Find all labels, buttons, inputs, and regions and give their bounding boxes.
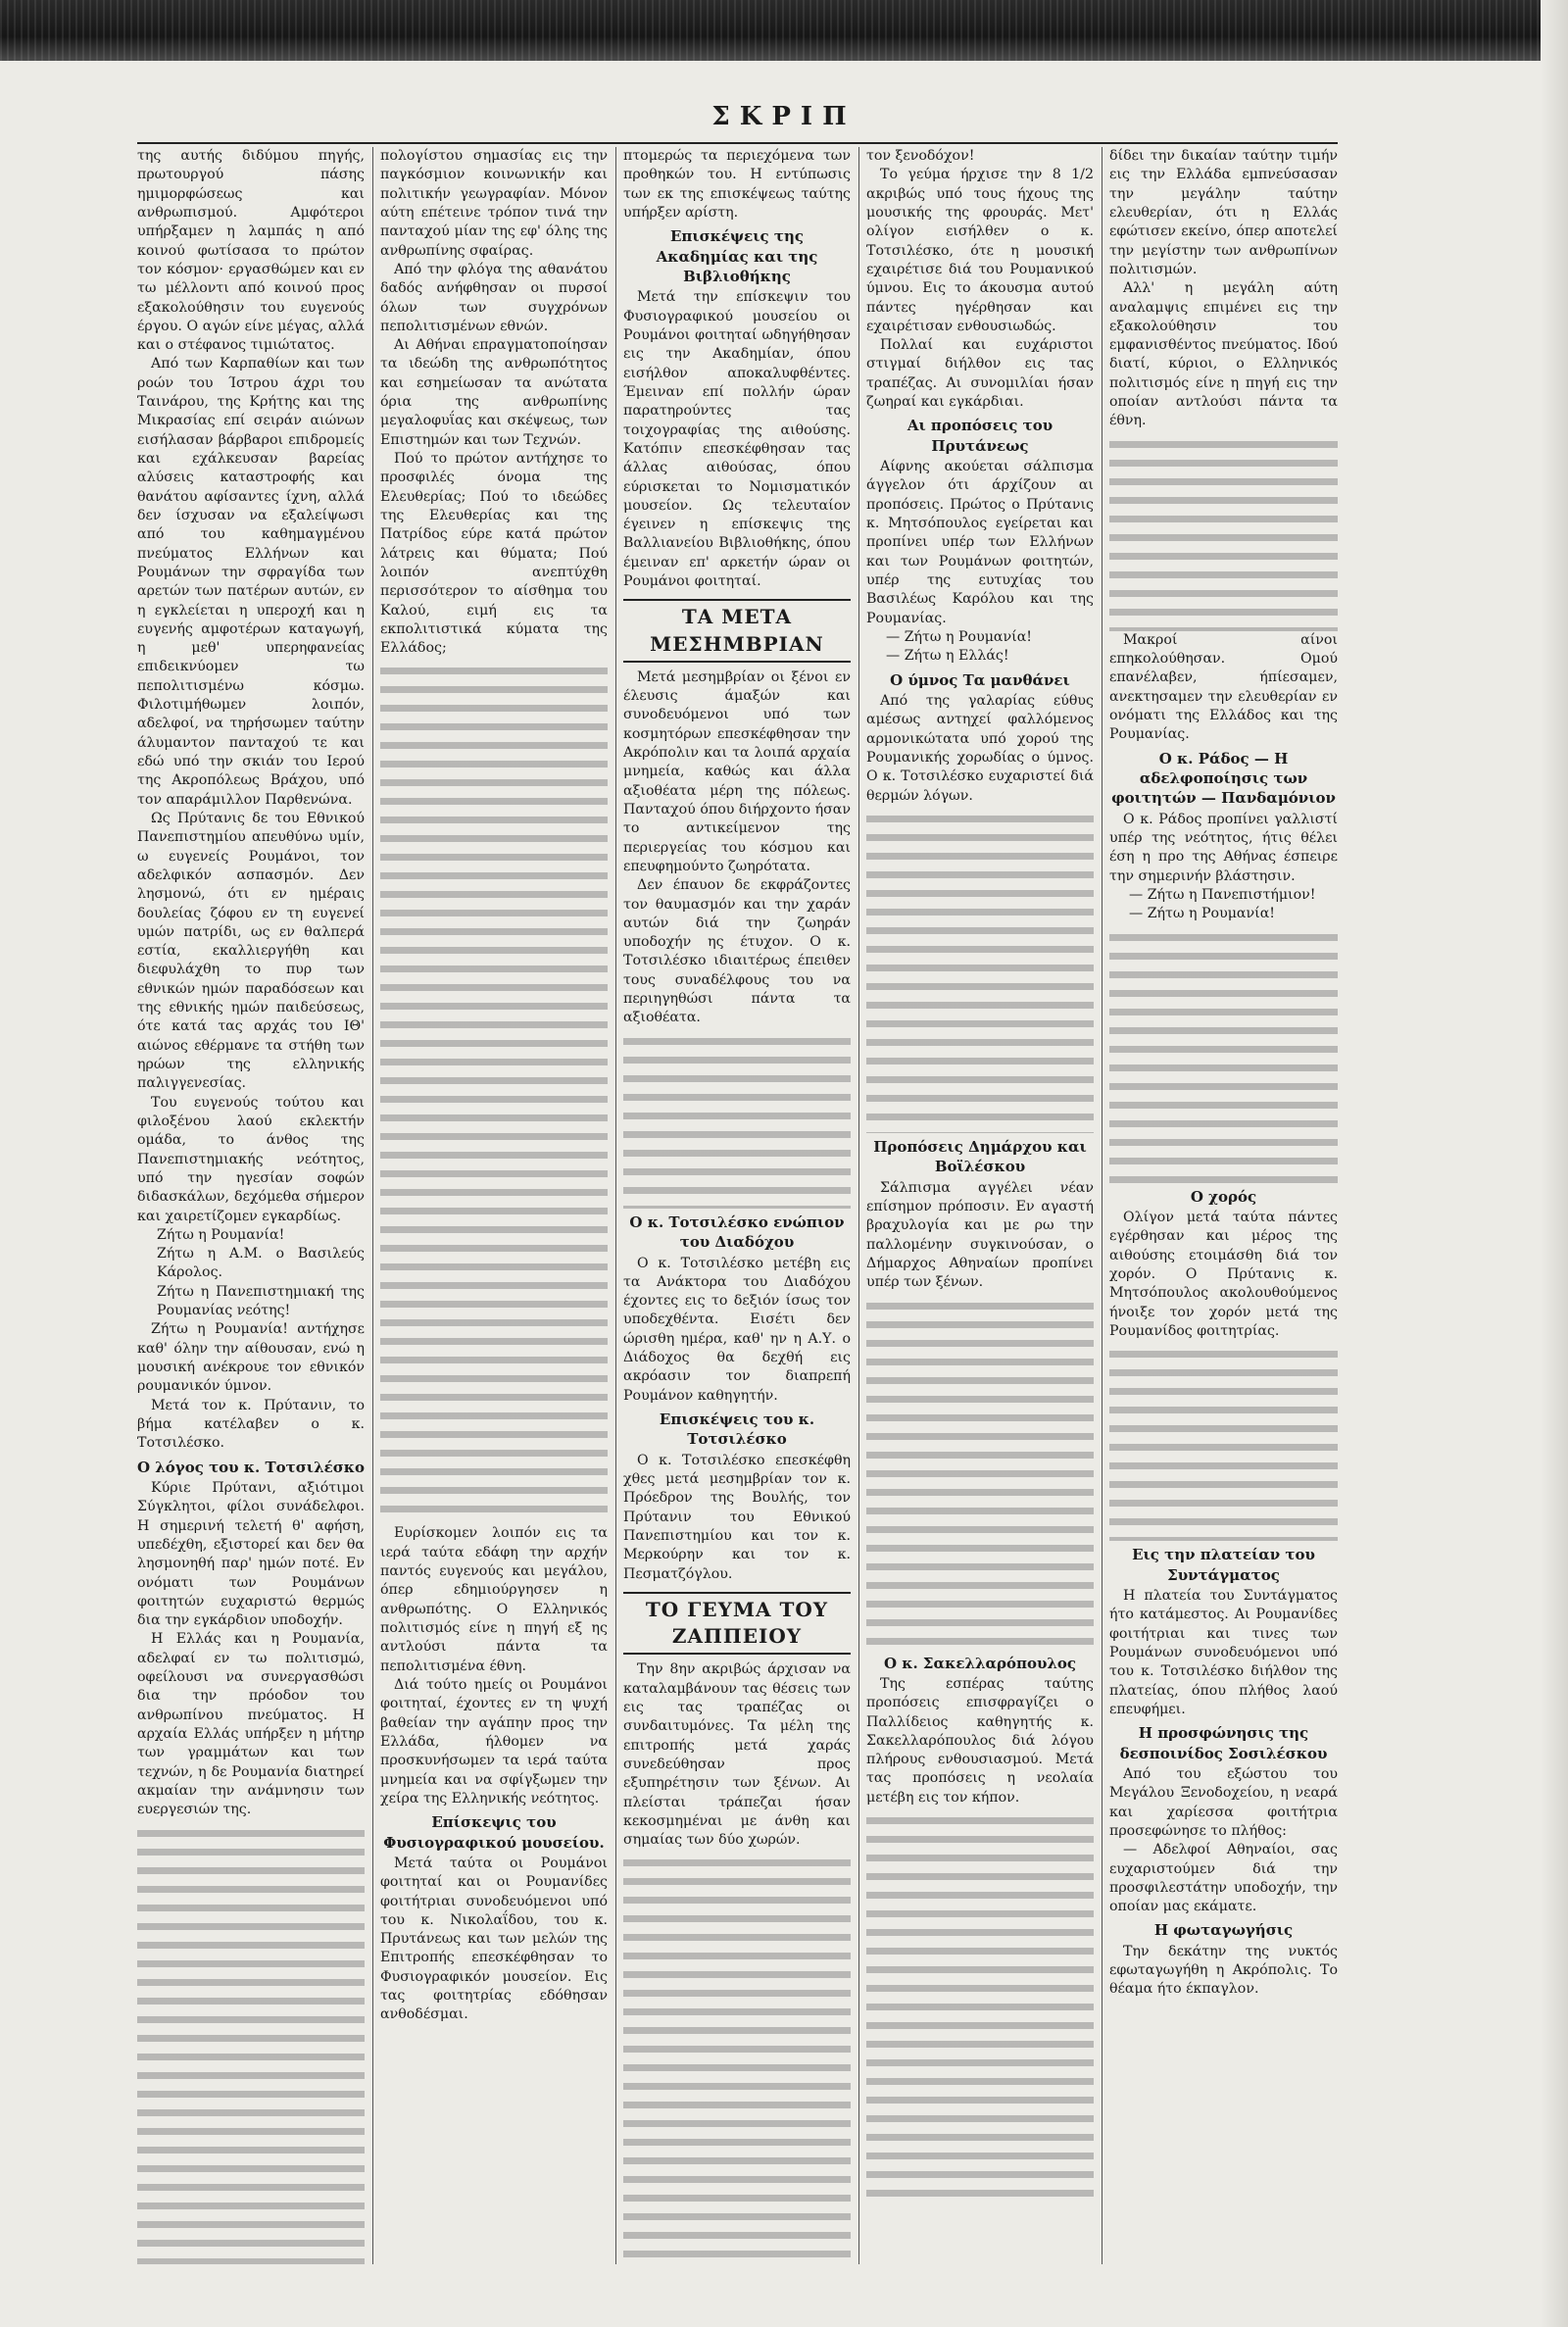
- cheer-line: Ζήτω η Πανεπιστημιακή της Ρουμανίας νεότης!: [157, 1283, 365, 1319]
- paragraph: Πολλαί και ευχάριστοι στιγμαί διήλθον εις τας τραπέζας. Αι συνομιλίαι ήσαν ζωηραί και εγκάρδιαι.: [866, 337, 1094, 411]
- text-continuation: [623, 1854, 851, 2264]
- text-continuation: [137, 1824, 365, 2264]
- scanned-top-band: [0, 0, 1568, 61]
- paragraph: Ο κ. Τοτσιλέσκο επεσκέφθη χθες μετά μεσημβρίαν τον κ. Πρόεδρον της Βουλής, τον Πρύτανιν του Εθνικού Πανεπιστημίου και τον κ. Μερκούρην και τον κ. Πεσματζόγλου.: [623, 1452, 851, 1582]
- text-continuation: [866, 1811, 1094, 2203]
- section-heading: Η φωταγωγήσις: [1153, 1921, 1294, 1940]
- section-heading: Ο κ. Τοτσιλέσκο ενώπιον του Διαδόχου: [629, 1213, 845, 1252]
- page-edge-shadow: [1541, 0, 1568, 2327]
- text-continuation: [623, 1032, 851, 1209]
- section-heading: Επίσκεψις του Φυσιογραφικού μουσείου.: [383, 1813, 605, 1852]
- paragraph: Αλλ' η μεγάλη αύτη αναλαμψις επιμένει εις την εξακολούθησιν του εμφανισθέντος πνεύματος. Ιδού διατί, κύριοι, ο Ελληνικός πολιτισμός είνε η πηγή εις την οποίαν αντλούσι πάντα τα έθνη.: [1109, 280, 1338, 429]
- column-4: [866, 147, 1094, 2264]
- paragraph: Από των Καρπαθίων και των ροών του Ίστρου άχρι του Ταινάρου, της Κρήτης και της Μικρασίας επί σειράν αιώνων εισήλασαν βάρβαροι επιδρομείς και εχάλκευσαν βαρείας αλύσεις καταστροφής και θανάτου αφίσαντες ίχνη, αλλά δεν ίσχυσαν να εξαλείψωσι από του καθημαγμένου πνεύματος Ελλήνων και Ρουμάνων την σφραγίδα των αρετών των πατέρων αυτών, εν η εγκλείεται η υπεροχή και η ευγενής αμφοτέρων καταγωγή, η μεθ' υπερηφανείας επιδεικνύομεν τω πεπολιτισμένω κόσμω. Φιλοτιμήθωμεν λοιπόν, αδελφοί, να τηρήσωμεν ταύτην άλυμαντον πανταχού τε και εδώ υπό την σκιάν του Ιερού της Ακροπόλεως Βράχου, υπό τον απαράμιλλον Παρθενώνα.: [137, 356, 365, 808]
- cheer-line: — Ζήτω η Ρουμανία!: [886, 628, 1032, 645]
- paragraph: Η πλατεία του Συντάγματος ήτο κατάμεστος. Αι Ρουμανίδες φοιτήτριαι και τινες των Ρουμάνων συνοδευόμενοι υπό του κ. Τοτσιλέσκο διήλθον της πλατείας, όπου πλήθος λαού επευφήμει.: [1109, 1587, 1338, 1717]
- text-continuation: [380, 662, 608, 1524]
- section-heading: Ο ύμνος Τα μανθάνει: [890, 670, 1070, 689]
- cheer-line: — Ζήτω η Πανεπιστήμιον!: [1129, 886, 1316, 903]
- paragraph: Την 8ην ακριβώς άρχισαν να καταλαμβάνουν τας θέσεις των εις τας τραπέζας οι συνδαιτυμόνες. Τα μέλη της επιτροπής μετά χαράς συνεδεύθησαν προς εξυπηρέτησιν των ξένων. Αι πλείσται τράπεζαι ήσαν κεκοσμημέναι με άνθη και σημαίας των δύο χωρών.: [623, 1661, 851, 1849]
- newspaper-page: [137, 147, 1338, 2264]
- text-continuation: [866, 810, 1094, 1133]
- paragraph: Αι Αθήναι επραγματοποίησαν τα ιδεώδη της ανθρωπότητος και εσημείωσαν τα ανώτατα όρια της ανθρωπίνης μεγαλοφυΐας και σκέψεως, των Επιστημών και των Τεχνών.: [380, 337, 608, 448]
- paragraph: δίδει την δικαίαν ταύτην τιμήν εις την Ελλάδα εμπνεύσασαν την μεγάλην ταύτην ελευθερίαν, ότι η Ελλάς εφώτισεν εκείνο, όπερ αποτελεί την μεγίστην των ανθρωπίνων πολιτισμών.: [1109, 148, 1338, 277]
- section-heading: Ο κ. Σακελλαρόπουλος: [883, 1654, 1077, 1672]
- section-heading: Η προσφώνησις της δεσποινίδος Σοσιλέσκου: [1119, 1724, 1328, 1762]
- paragraph: πολογίστου σημασίας εις την παγκόσμιον κοινωνικήν και πολιτικήν γεωγραφίαν. Μόνον αύτη επέτεινε τρόπον τινά την πανταχού μίαν της εφ' όλης της ανθρωπίνης σφαίρας.: [380, 148, 608, 259]
- paragraph: Από του εξώστου του Μεγάλου Ξενοδοχείου, η νεαρά και χαρίεσσα φοιτήτρια προσεφώνησε το πλήθος:: [1109, 1765, 1338, 1839]
- paragraph: Μετά μεσημβρίαν οι ξένοι εν έλευσις άμαξών και συνοδευόμενοι υπό των κοσμητόρων επεσκέφθησαν την Ακρόπολιν και τα λοιπά αρχαία μνημεία, καθώς και άλλα αξιοθέατα μέρη της πόλεως. Πανταχού όπου διήρχοντο ήσαν το αντικείμενον της περιεργείας του κόσμου και επευφημούντο ζωηρότατα.: [623, 668, 851, 874]
- paragraph: Μετά ταύτα οι Ρουμάνοι φοιτηταί και οι Ρουμανίδες φοιτήτριαι συνοδευόμενοι υπό του κ. Νικολαΐδου, του κ. Πρυτάνεως και των μελών της Επιτροπής επεσκέφθησαν το Φυσιογραφικόν μουσείον. Εις τας φοιτητρίας εδόθησαν ανθοδέσμαι.: [380, 1855, 608, 2023]
- section-heading: Επισκέψεις του κ. Τοτσιλέσκο: [659, 1411, 815, 1449]
- column-5: [1109, 147, 1338, 2264]
- paragraph: Ευρίσκομεν λοιπόν εις τα ιερά ταύτα εδάφη την αρχήν παντός ευγενούς και μεγάλου, όπερ εδημιούργησεν η ανθρωπότης. Ο Ελληνικός πολιτισμός είνε η πηγή εξ ης αντλούσι πάντα τα πεπολιτισμένα έθνη.: [380, 1525, 608, 1674]
- paragraph: — Αδελφοί Αθηναίοι, σας ευχαριστούμεν διά την προσφιλεστάτην υποδοχήν, την οποίαν μας εκάματε.: [1109, 1842, 1338, 1915]
- section-banner: ΤΟ ΓΕΥΜΑ ΤΟΥ ΖΑΠΠΕΙΟΥ: [623, 1592, 851, 1655]
- paragraph: Δεν έπαυον δε εκφράζοντες τον θαυμασμόν και την χαράν αυτών διά την ζωηράν υποδοχήν ης έτυχον. Ο κ. Τοτσιλέσκο ιδιαιτέρως έπειθεν τους συναδέλφους του να περιηγηθώσι πάντα τα αξιοθέατα.: [623, 877, 851, 1026]
- paragraph: Ζήτω η Ρουμανία! αντήχησε καθ' όλην την αίθουσαν, ενώ η μουσική ανέκρουε τον εθνικόν ρουμανικόν ύμνον.: [137, 1321, 365, 1395]
- section-heading: Εις την πλατείαν του Συντάγματος: [1132, 1546, 1315, 1584]
- text-continuation: [1109, 435, 1338, 631]
- cheer-line: — Ζήτω η Ελλάς!: [886, 648, 1009, 665]
- section-heading: Επισκέψεις της Ακαδημίας και της Βιβλιοθήκης: [656, 227, 818, 286]
- paragraph: Αίφνης ακούεται σάλπισμα άγγελον ότι άρχίζουν αι προπόσεις. Πρώτος ο Πρύτανις κ. Μητσόπουλος εγείρεται και προπίνει υπέρ των Ελλήνων και των Ρουμάνων φοιτητών, υπέρ της ευτυχίας του Βασιλέως Καρόλου και της Ρουμανίας.: [866, 459, 1094, 626]
- paragraph: Το γεύμα ήρχισε την 8 1/2 ακριβώς υπό τους ήχους της μουσικής της φρουράς. Μετ' ολίγον εισήλθεν ο κ. Τοτσιλέσκο, ότε η μουσική εχαιρέτισε διά του Ρουμανικού ύμνου. Εις το άκουσμα αυτού πάντες ηγέρθησαν και εχαιρέτισαν ενθουσιωδώς.: [866, 167, 1094, 334]
- section-heading: Αι προπόσεις του Πρυτάνεως: [906, 417, 1054, 455]
- column-3: [623, 147, 851, 2264]
- paragraph: της αυτής διδύμου πηγής, πρωτουργού πάσης ημιμορφώσεως και ανθρωπισμού. Αμφότεροι υπήρξαμεν η λαμπάς η από κοινού φωτίσασα το πρώτον τον κόσμον· εργασθώμεν και εν τω μέλλοντι από κοινού προς εξακολούθησιν του ευγενούς έργου. Ο αγών είνε μέγας, αλλά και ο στέφανος τιμιώτατος.: [137, 148, 365, 354]
- column-2: [380, 147, 608, 2264]
- paragraph: πτομερώς τα περιεχόμενα των προθηκών του. Η εντύπωσις των εκ της επισκέψεως ταύτης υπήρξεν αρίστη.: [623, 148, 851, 221]
- cheer-line: Ζήτω η Α.Μ. ο Βασιλεύς Κάρολος.: [157, 1246, 365, 1281]
- column-divider: [372, 147, 373, 2264]
- paragraph: Πού το πρώτον αντήχησε το προσφιλές όνομα της Ελευθερίας; Πού το ιδεώδες της Ελευθερίας και της Πατρίδος εύρε κατά πρώτον λάτρεις και θύματα; Πού λοιπόν ανεπτύχθη περισσότερον το αίσθημα του Καλού, ειμή εις τα εκπολιτιστικά κύματα της Ελλάδος;: [380, 451, 608, 657]
- cheer-line: Ζήτω η Ρουμανία!: [157, 1226, 285, 1243]
- cheer-line: — Ζήτω η Ρουμανία!: [1129, 906, 1275, 922]
- paragraph: Από την φλόγα της αθανάτου δαδός ανήφθησαν οι πυρσοί όλων των συγχρόνων πεπολιτισμένων εθνών.: [380, 261, 608, 334]
- paragraph: Η Ελλάς και η Ρουμανία, αδελφαί εν τω πολιτισμώ, οφείλουσι να συνεργασθώσι δια την πρόοδον του ανθρωπίνου πνεύματος. Η αρχαία Ελλάς υπήρξεν η μήτηρ των γραμμάτων και των τεχνών, η δε Ρουμανία διατηρεί ακμαίαν την ανάμνησιν των ευεργεσιών της.: [137, 1631, 365, 1818]
- column-divider: [615, 147, 616, 2264]
- paragraph: Κύριε Πρύτανι, αξιότιμοι Σύγκλητοι, φίλοι συνάδελφοι. Η σημερινή τελετή θ' αφήση, υπεδέχθη, εξιστορεί και δεν θα λησμονηθή παρ' ημών ποτέ. Εν ονόματι των Ρουμάνων φοιτητών ευχαριστώ θερμώς δια την εγκάρδιον υποδοχήν.: [137, 1479, 365, 1629]
- text-continuation: [866, 1297, 1094, 1650]
- section-heading: Προπόσεις Δημάρχου και Βοϊλέσκου: [873, 1137, 1087, 1176]
- paragraph: Μετά τον κ. Πρύτανιν, το βήμα κατέλαβεν ο κ. Τοτσιλέσκο.: [137, 1397, 365, 1452]
- paragraph: Σάλπισμα αγγέλει νέαν επίσημον πρόποσιν. Εν αγαστή βραχυλογία και με ρω την παλλομένην συγκινούσαν, ο Δήμαρχος Αθηναίων προπίνει υπέρ των ξένων.: [866, 1179, 1094, 1291]
- text-continuation: [1109, 928, 1338, 1183]
- paragraph: Μακροί αίνοι επηκολούθησαν. Ομού επανέλαβεν, ήπίεσαμεν, ανεκτησαμεν την ελευθερίαν εν ονόματι της Ελλάδος και της Ρουμανίας.: [1109, 631, 1338, 743]
- section-banner: ΤΑ ΜΕΤΑ ΜΕΣΗΜΒΡΙΑΝ: [623, 599, 851, 662]
- paragraph: Διά τούτο ημείς οι Ρουμάνοι φοιτηταί, έχοντες εν τη ψυχή βαθείαν την αγάπην προς την Ελλάδα, ήλθομεν να προσκυνήσωμεν τα ιερά ταύτα μνημεία και να σφίγξωμεν την χείρα της Ελληνικής νεότητος.: [380, 1676, 608, 1807]
- paragraph: Από της γαλαρίας εύθυς αμέσως αντηχεί φαλλόμενος αρμονικώτατα υπό χορού της Ρουμανικής χορωδίας ο ύμνος. Ο κ. Τοτσιλέσκο ευχαριστεί διά θερμών λόγων.: [866, 692, 1094, 804]
- column-1: [137, 147, 365, 2264]
- paragraph: τον ξενοδόχον!: [866, 148, 975, 164]
- page-masthead: ΣΚΡΙΠ: [711, 102, 857, 131]
- paragraph: Ο κ. Ράδος προπίνει γαλλιστί υπέρ της νεότητος, ήτις θέλει έση η προ της Αθήνας έσπειρε την σημερινήν βλάστησιν.: [1109, 811, 1338, 884]
- paragraph: Της εσπέρας ταύτης προπόσεις επισφραγίζει ο Παλλίδειος καθηγητής κ. Σακελλαρόπουλος διά λόγου πλήρους ενθουσιασμού. Μετά τας προπόσεις η νεολαία μετέβη εις τον κήπον.: [866, 1675, 1094, 1806]
- paragraph: Μετά την επίσκεψιν του Φυσιογραφικού μουσείου οι Ρουμάνοι φοιτηταί ωδηγήθησαν εις την Ακαδημίαν, όπου εισήλθον αποκαλυφθέντες. Έμειναν επί πολλήν ώραν παρατηρούντες τας τοιχογραφίας της αιθούσης. Κατόπιν επεσκέφθησαν τας άλλας αιθούσας, όπου εύρισκεται το Νομισματικόν μουσείον. Ως τελευταίον έγεινεν η επίσκεψις της Βαλλιανείου Βιβλιοθήκης, όπου έμειναν επ' αρκετήν ώραν οι Ρουμάνοι φοιτηταί.: [623, 289, 851, 590]
- paragraph: Ολίγον μετά ταύτα πάντες εγέρθησαν και μέρος της αιθούσης ετοιμάσθη διά τον χορόν. Ο Πρύτανις κ. Μητσόπουλος ακολουθούμενος ήνοιξε τον χορόν μετά της Ρουμανίδος φοιτητρίας.: [1109, 1210, 1338, 1339]
- section-heading: Ο λόγος του κ. Τοτσιλέσκο: [137, 1458, 365, 1476]
- paragraph: Ο κ. Τοτσιλέσκο μετέβη εις τα Ανάκτορα του Διαδόχου έχοντες εις το δεξιόν ίσως τον υποδεχθέντα. Εισέτι δεν ώρισθη ημέρα, καθ' ην η Α.Υ. ο Διάδοχος θα δεχθή εις ακρόασιν τον διαπρεπή Ρουμάνον καθηγητήν.: [623, 1255, 851, 1404]
- paragraph: Του ευγενούς τούτου και φιλοξένου λαού εκλεκτήν ομάδα, το άνθος της Πανεπιστημιακής νεότητος, υπό την ηγεσίαν σοφών διδασκάλων, δεχόμεθα σήμερον και χαιρετίζομεν εγκαρδίως.: [137, 1094, 365, 1224]
- section-heading: Ο χορός: [1190, 1187, 1257, 1206]
- paragraph: Την δεκάτην της νυκτός εφωταγωγήθη η Ακρόπολις. Το θέαμα ήτο έκπαγλον.: [1109, 1943, 1338, 1998]
- column-divider: [858, 147, 859, 2264]
- paragraph: Ως Πρύτανις δε του Εθνικού Πανεπιστημίου απευθύνω υμίν, ω ευγενείς Ρουμάνοι, τον αδελφικόν ασπασμόν. Δεν λησμονώ, ότι εν ημέραις δουλείας ζόφου εν τη ευγενεί υμών πατρίδι, ως εν θαλπερά εστία, εκαλλιεργήθη και διεφυλάχθη το πυρ των εθνικών ημών παραδόσεων και της εθνικής ημών παιδεύσεως, ότε κατά τας αρχάς του ΙΘ' αιώνος εθέρμανε τα στήθη των ηρώων της ελληνικής παλιγγενεσίας.: [137, 810, 365, 1092]
- section-heading: Ο κ. Ράδος — Η αδελφοποίησις των φοιτητών — Πανδαμόνιον: [1111, 749, 1336, 808]
- masthead-rule: [137, 142, 1338, 144]
- text-continuation: [1109, 1345, 1338, 1541]
